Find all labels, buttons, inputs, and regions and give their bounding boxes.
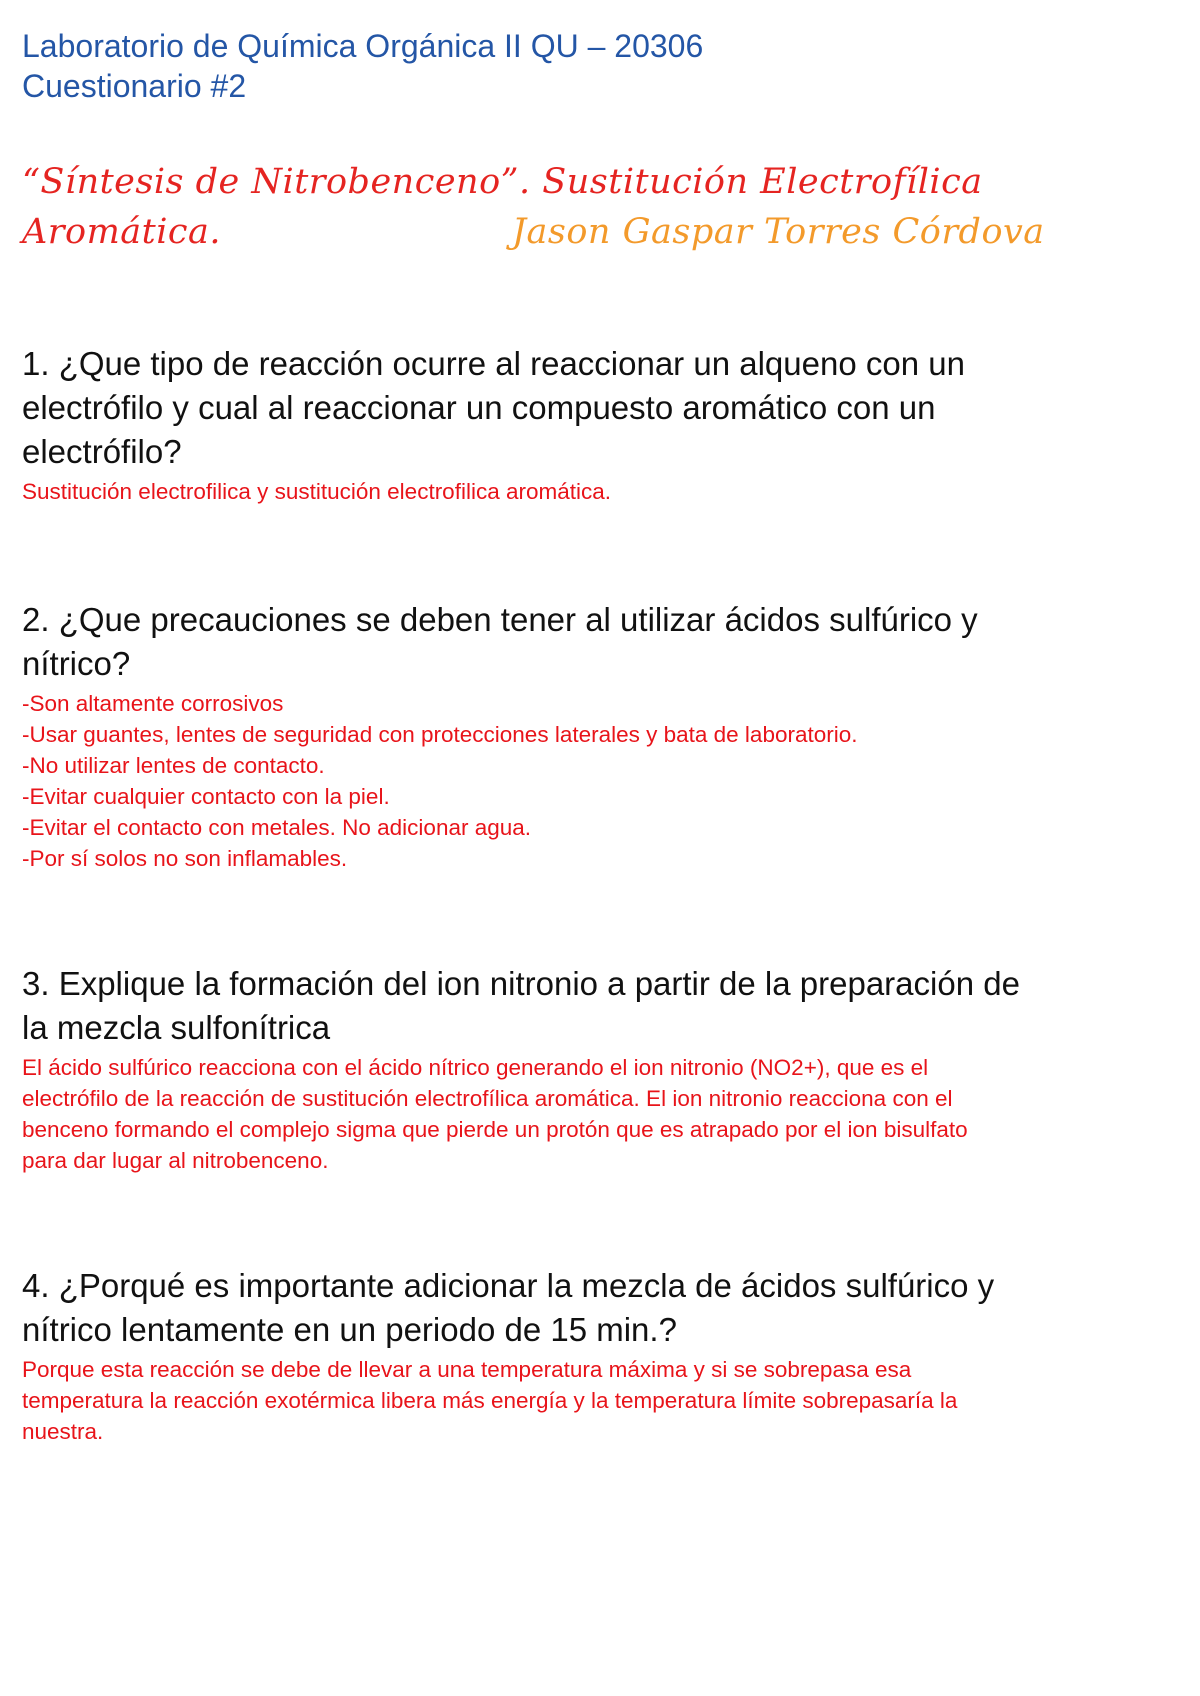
question-4 — [22, 1264, 1182, 1352]
answer-4-line: temperatura la reacción exotérmica libera más energía y la temperatura límite sobrepasaría la — [22, 1388, 958, 1413]
answer-2-line: -Por sí solos no son inflamables. — [22, 846, 348, 871]
answer-3-line: electrófilo de la reacción de sustitución electrofílica aromática. El ion nitronio reacciona con el — [22, 1086, 953, 1111]
question-1-line: electrófilo? — [22, 433, 182, 470]
question-4-line: nítrico lentamente en un periodo de 15 min.? — [22, 1311, 677, 1348]
questionnaire-label: Cuestionario #2 — [22, 68, 247, 104]
question-4-line: 4. ¿Porqué es importante adicionar la mezcla de ácidos sulfúrico y — [22, 1267, 995, 1304]
answer-3-line: benceno formando el complejo sigma que pierde un protón que es atrapado por el ion bisulfato — [22, 1117, 968, 1142]
answer-3 — [22, 1052, 1182, 1176]
document-title-line-1: “Síntesis de Nitrobenceno”. Sustitución Electrofílica — [22, 162, 983, 202]
answer-2-line: -No utilizar lentes de contacto. — [22, 753, 325, 778]
question-1 — [22, 342, 1182, 474]
document-title-line-2: Aromática. — [22, 212, 221, 252]
question-1-line: electrófilo y cual al reaccionar un compuesto aromático con un — [22, 389, 936, 426]
answer-3-line: para dar lugar al nitrobenceno. — [22, 1148, 329, 1173]
question-2-line: nítrico? — [22, 645, 131, 682]
question-3-line: 3. Explique la formación del ion nitronio a partir de la preparación de — [22, 965, 1020, 1002]
answer-4-line: Porque esta reacción se debe de llevar a una temperatura máxima y si se sobrepasa esa — [22, 1357, 912, 1382]
question-2-line: 2. ¿Que precauciones se deben tener al utilizar ácidos sulfúrico y — [22, 601, 978, 638]
answer-2-line: -Son altamente corrosivos — [22, 691, 284, 716]
author-name: Jason Gaspar Torres Córdova — [512, 212, 1045, 252]
question-2 — [22, 598, 1182, 686]
question-3 — [22, 962, 1182, 1050]
course-title: Laboratorio de Química Orgánica II QU – 20306 — [22, 28, 704, 64]
answer-2-line: -Evitar cualquier contacto con la piel. — [22, 784, 390, 809]
question-1-line: 1. ¿Que tipo de reacción ocurre al reaccionar un alqueno con un — [22, 345, 965, 382]
answer-1 — [22, 476, 1182, 507]
answer-3-line: El ácido sulfúrico reacciona con el ácido nítrico generando el ion nitronio (NO2+), que es el — [22, 1055, 929, 1080]
answer-4 — [22, 1354, 1182, 1447]
answer-2-line: -Usar guantes, lentes de seguridad con protecciones laterales y bata de laboratorio. — [22, 722, 858, 747]
answer-2 — [22, 688, 1182, 874]
answer-1-line: Sustitución electrofilica y sustitución electrofilica aromática. — [22, 479, 611, 504]
question-3-line: la mezcla sulfonítrica — [22, 1009, 331, 1046]
answer-4-line: nuestra. — [22, 1419, 104, 1444]
answer-2-line: -Evitar el contacto con metales. No adicionar agua. — [22, 815, 532, 840]
